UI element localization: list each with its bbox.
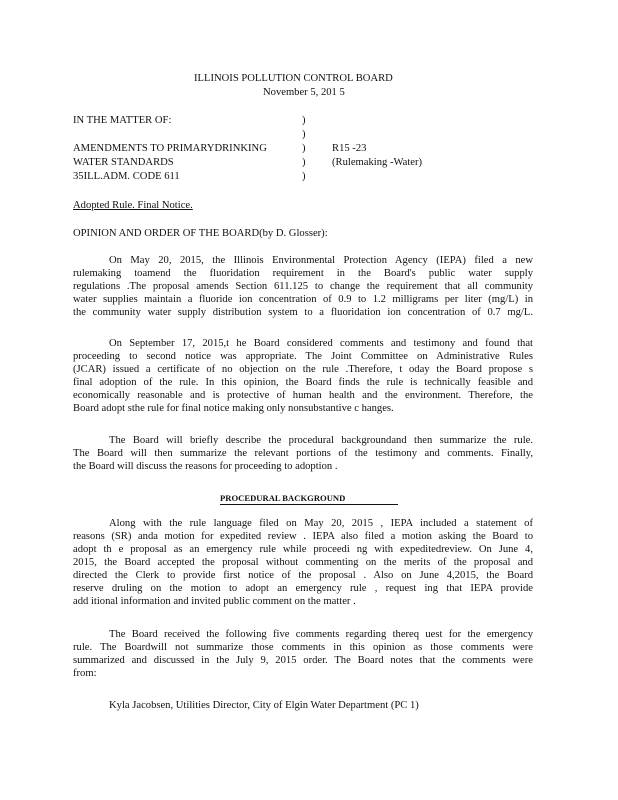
caption-paren: ) [302, 115, 306, 126]
section-heading-procedural-background: PROCEDURAL BACKGROUND [220, 493, 398, 505]
text-line: the community water supply distribution system to a fluoridation ion concentration of 0.7 mg/L. [73, 307, 533, 318]
caption-paren: ) [302, 129, 306, 140]
text-line: the Board will discuss the reasons for proceeding to adoption . [73, 461, 338, 472]
rulemaking-type: (Rulemaking -Water) [332, 157, 423, 168]
text-line: 2015, the Board accepted the proposal without commenting on the merits of the proposal and [73, 557, 533, 568]
caption-paren: ) [302, 171, 306, 182]
text-line: (JCAR) issued a certificate of no objection on the rule .Therefore, t oday the Board propose s [73, 364, 533, 375]
caption-title-line-2: WATER STANDARDS [73, 157, 174, 168]
paragraph-2 [73, 337, 533, 415]
notice-line: Adopted Rule. Final Notice. [73, 200, 193, 211]
docket-number: R15 -23 [332, 143, 367, 154]
text-line: reasons (SR) anda motion for expedited review . IEPA also filed a motion asking the Board to [73, 531, 533, 542]
paragraph-3 [73, 434, 533, 473]
caption-paren: ) [302, 143, 306, 154]
text-line: regulations .The proposal amends Section 611.125 to change the requirement that all community [73, 281, 533, 292]
text-line: rule. The Boardwill not summarize those comments in this opinion as those comments were [73, 642, 533, 653]
text-line: Along with the rule language filed on May 20, 2015 , IEPA included a statement of [109, 518, 533, 529]
commenter-entry: Kyla Jacobsen, Utilities Director, City of Elgin Water Department (PC 1) [109, 700, 419, 711]
text-line: On September 17, 2015,t he Board considered comments and testimony and found that [109, 338, 533, 349]
document-date: November 5, 201 5 [263, 87, 345, 98]
paragraph-5 [73, 628, 533, 680]
text-line: The Board will then summarize the relevant portions of the testimony and comments. Finally, [73, 448, 533, 459]
text-line: summarized and discussed in the July 9, 2015 order. The Board notes that the comments were [73, 655, 533, 666]
text-line: Board adopt sthe rule for final notice making only nonsubstantive c hanges. [73, 403, 394, 414]
text-line: adopt th e proposal as an emergency rule while proceedi ng with expeditedreview. On June 4, [73, 544, 533, 555]
text-line: add itional information and invited public comment on the matter . [73, 596, 356, 607]
text-line: final adoption of the rule. In this opinion, the Board finds the rule is technically feasible and [73, 377, 533, 388]
paragraph-4 [73, 517, 533, 608]
caption-paren: ) [302, 157, 306, 168]
caption-title-line-1: AMENDMENTS TO PRIMARYDRINKING [73, 143, 267, 154]
text-line: directed the Clerk to provide first notice of the proposal . Also on June 4,2015, the Board [73, 570, 533, 581]
text-line: The Board received the following five comments regarding thereq uest for the emergency [109, 629, 533, 640]
text-line: water supplies maintain a fluoride ion concentration of 0.9 to 1.2 milligrams per liter (mg/L) in [73, 294, 533, 305]
board-title: ILLINOIS POLLUTION CONTROL BOARD [194, 73, 393, 84]
text-line: The Board will briefly describe the procedural backgroundand then summarize the rule. [109, 435, 533, 446]
paragraph-1 [73, 254, 533, 319]
text-line: reserve druling on the motion to adopt an emergency rule , request ing that IEPA provide [73, 583, 533, 594]
opinion-heading: OPINION AND ORDER OF THE BOARD(by D. Glosser): [73, 228, 328, 239]
text-line: from: [73, 668, 97, 679]
text-line: economically reasonable and is protective of human health and the environment. Therefore, the [73, 390, 533, 401]
text-line: proceeding to second notice was appropriate. The Joint Committee on Administrative Rules [73, 351, 533, 362]
caption-title-line-3: 35ILL.ADM. CODE 611 [73, 171, 180, 182]
text-line: On May 20, 2015, the Illinois Environmental Protection Agency (IEPA) filed a new [109, 255, 533, 266]
text-line: rulemaking toamend the fluoridation requirement in the Board's public water supply [73, 268, 533, 279]
in-the-matter-label: IN THE MATTER OF: [73, 115, 172, 126]
